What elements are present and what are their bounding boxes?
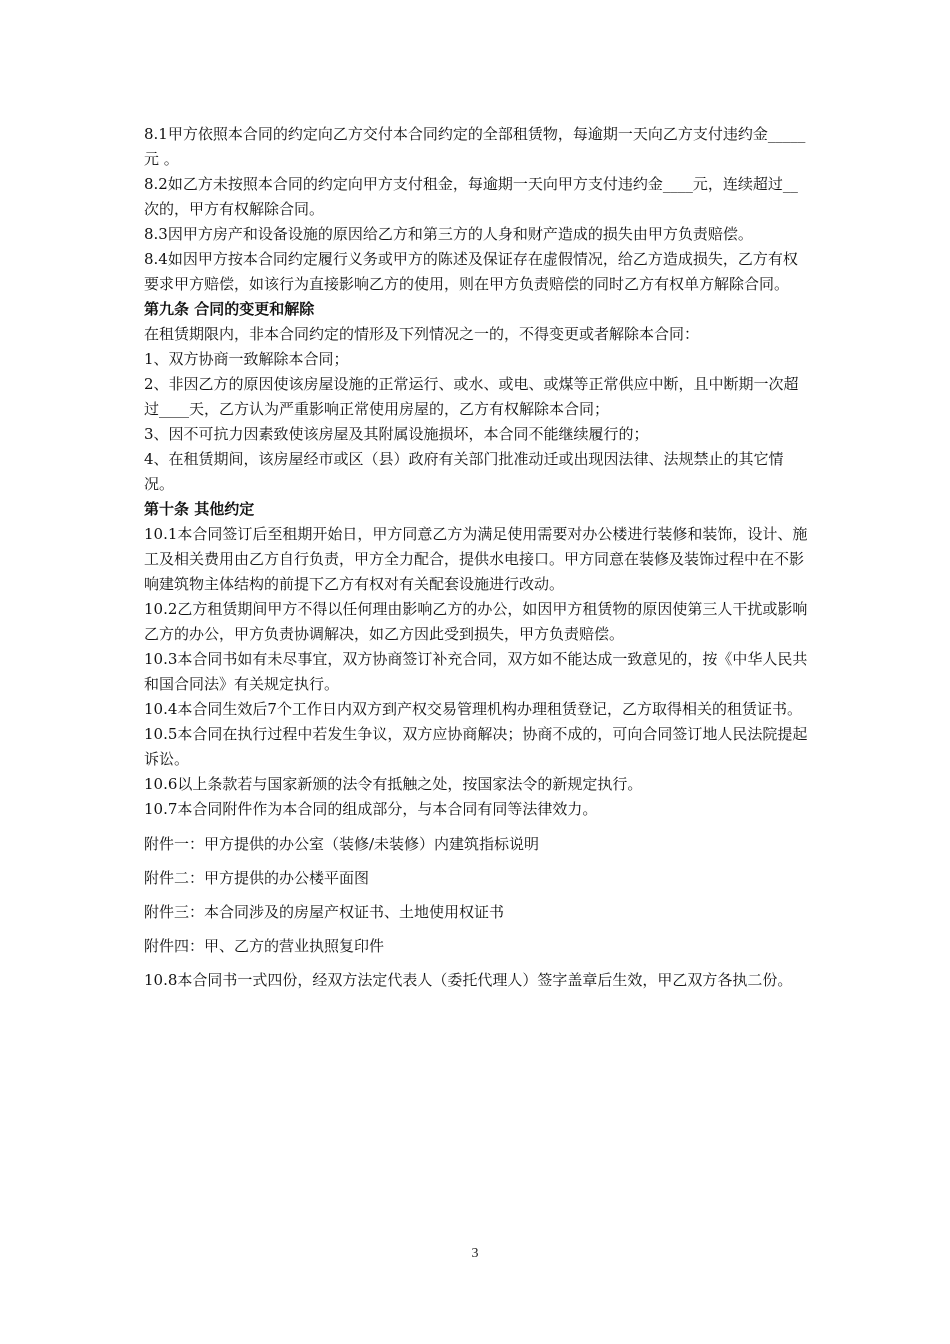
- article-9-item-2: 2、非因乙方的原因使该房屋设施的正常运行、或水、或电、或煤等正常供应中断，且中断期一次超过____天，乙方认为严重影响正常使用房屋的，乙方有权解除本合同；: [144, 375, 799, 418]
- article-10-heading: 第十条 其他约定: [144, 500, 255, 518]
- clause-10-5: 10.5本合同在执行过程中若发生争议，双方应协商解决；协商不成的，可向合同签订地人民法院提起诉讼。: [144, 725, 808, 768]
- clause-10-3: 10.3本合同书如有未尽事宜，双方协商签订补充合同，双方如不能达成一致意见的，按《中华人民共和国合同法》有关规定执行。: [144, 650, 808, 693]
- article-9-intro: 在租赁期限内，非本合同约定的情形及下列情况之一的，不得变更或者解除本合同：: [144, 325, 700, 343]
- clause-8-2: 8.2如乙方未按照本合同的约定向甲方支付租金，每逾期一天向甲方支付违约金____元，连续超过__次的，甲方有权解除合同。: [144, 175, 798, 218]
- attachment-1: 附件一：甲方提供的办公室（装修/未装修）内建筑指标说明: [144, 835, 540, 853]
- article-9-item-4: 4、在租赁期间，该房屋经市或区（县）政府有关部门批准动迁或出现因法律、法规禁止的其它情况。: [144, 450, 784, 493]
- clause-10-2: 10.2乙方租赁期间甲方不得以任何理由影响乙方的办公，如因甲方租赁物的原因使第三人干扰或影响乙方的办公，甲方负责协调解决，如乙方因此受到损失，甲方负责赔偿。: [144, 600, 808, 643]
- page-number: 3: [471, 1246, 479, 1261]
- attachment-2: 附件二：甲方提供的办公楼平面图: [144, 869, 370, 887]
- article-9-heading: 第九条 合同的变更和解除: [144, 300, 315, 318]
- clause-8-3: 8.3因甲方房产和设备设施的原因给乙方和第三方的人身和财产造成的损失由甲方负责赔偿。: [144, 225, 753, 243]
- clause-10-8: 10.8本合同书一式四份，经双方法定代表人（委托代理人）签字盖章后生效，甲乙双方各执二份。: [144, 971, 793, 989]
- clause-10-6: 10.6以上条款若与国家新颁的法令有抵触之处，按国家法令的新规定执行。: [144, 775, 643, 793]
- attachment-4: 附件四：甲、乙方的营业执照复印件: [144, 937, 385, 955]
- clause-10-1: 10.1本合同签订后至租期开始日，甲方同意乙方为满足使用需要对办公楼进行装修和装饰，设计、施工及相关费用由乙方自行负责，甲方全力配合，提供水电接口。甲方同意在装修及装饰过程中在不影响建筑物主体结构的前提下乙方有权对有关配套设施进行改动。: [144, 525, 808, 593]
- article-9-item-1: 1、双方协商一致解除本合同；: [144, 350, 349, 368]
- clause-8-4: 8.4如因甲方按本合同约定履行义务或甲方的陈述及保证存在虚假情况，给乙方造成损失，乙方有权要求甲方赔偿，如该行为直接影响乙方的使用，则在甲方负责赔偿的同时乙方有权单方解除合同。: [144, 250, 798, 293]
- article-9-item-3: 3、因不可抗力因素致使该房屋及其附属设施损坏，本合同不能继续履行的；: [144, 425, 649, 443]
- clause-10-4: 10.4本合同生效后7个工作日内双方到产权交易管理机构办理租赁登记，乙方取得相关的租赁证书。: [144, 700, 802, 718]
- document-body: [144, 122, 810, 993]
- clause-8-1: 8.1甲方依照本合同的约定向乙方交付本合同约定的全部租赁物，每逾期一天向乙方支付违约金_____元 。: [144, 125, 806, 168]
- attachment-3: 附件三：本合同涉及的房屋产权证书、土地使用权证书: [144, 903, 505, 921]
- clause-10-7: 10.7本合同附件作为本合同的组成部分，与本合同有同等法律效力。: [144, 800, 598, 818]
